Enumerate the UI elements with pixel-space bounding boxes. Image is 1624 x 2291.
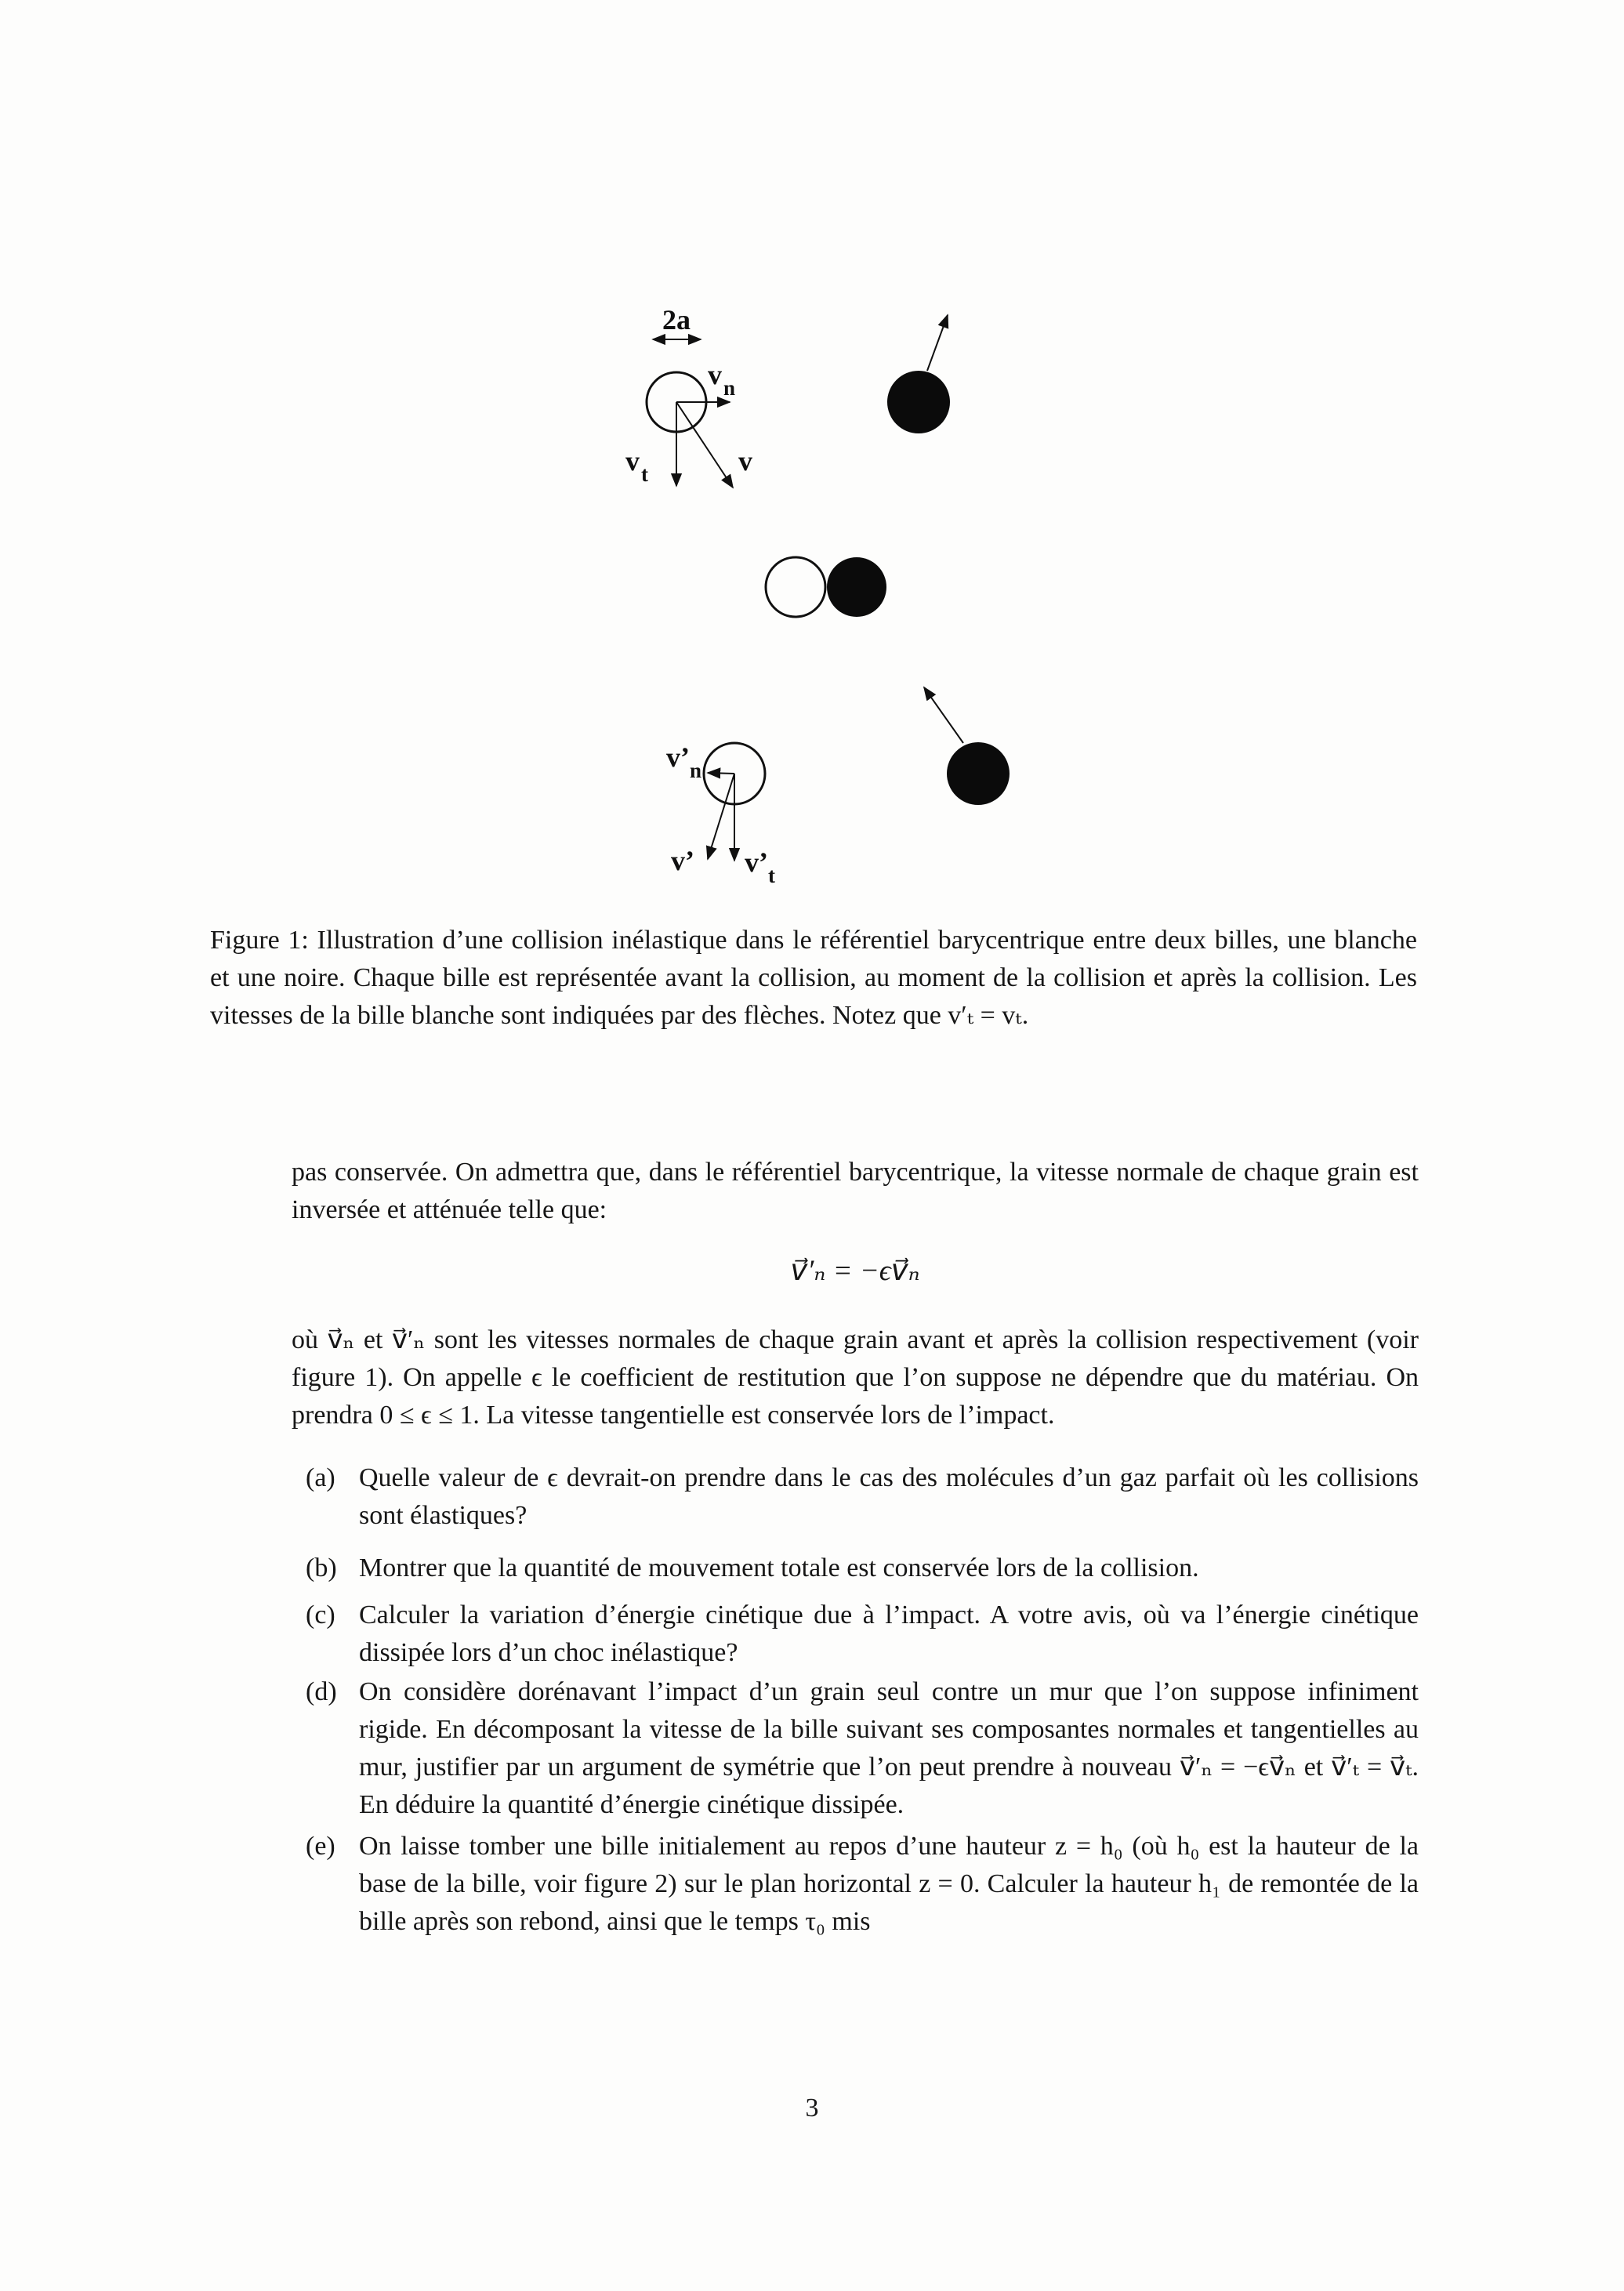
paragraph-restitution: où v⃗ₙ et v⃗′ₙ sont les vitesses normales de chaque grain avant et après la collision respectivement (voir figure 1). On appelle ϵ le coefficient de restitution que l’on suppose ne dépendre que du matériau. On prendra 0 ≤ ϵ ≤ 1. La vitesse tangentielle est conservée lors de l’impact. <box>292 1325 1419 1430</box>
black-ball-after <box>947 742 1010 805</box>
vpn-label: $v’_n$ <box>666 741 702 782</box>
diameter-label: 2a <box>662 304 691 335</box>
vt-label: $v_t$ <box>625 445 648 486</box>
black-ball-contact <box>827 557 886 617</box>
page-number: 3 <box>805 2093 819 2122</box>
item-text: Montrer que la quantité de mouvement totale est conservée lors de la collision. <box>359 1553 1199 1582</box>
item-label: (b) <box>306 1553 337 1582</box>
question-item-e <box>292 1828 1419 1941</box>
paragraph-intro: pas conservée. On admettra que, dans le référentiel barycentrique, la vitesse normale de chaque grain est inversée et atténuée telle que: <box>292 1158 1419 1224</box>
black-ball-before <box>887 371 950 433</box>
item-text: On laisse tomber une bille initialement au repos d’une hauteur z = h₀ (où h₀ est la hauteur de la base de la bille, voir figure 2) sur le plan horizontal z = 0. Calculer la hauteur h₁ de remontée de la bille après son rebond, ainsi que le temps τ₀ mis <box>359 1832 1419 1936</box>
question-item-a <box>292 1459 1419 1535</box>
vpt-label: $v’_t$ <box>745 846 775 887</box>
item-label: (d) <box>306 1677 337 1706</box>
question-item-d <box>292 1673 1419 1824</box>
black-ball-after-arrow <box>924 687 963 743</box>
vn-label: $v_n$ <box>708 359 736 400</box>
item-label: (c) <box>306 1600 335 1629</box>
vp-label: v’ <box>671 845 694 876</box>
vp-arrow <box>708 774 734 859</box>
item-label: (a) <box>306 1463 335 1492</box>
v-arrow <box>676 402 733 488</box>
item-text: Calculer la variation d’énergie cinétique due à l’impact. A votre avis, où va l’énergie cinétique dissipée lors d’un choc inélastique? <box>359 1600 1419 1667</box>
body-text <box>292 1154 1419 1941</box>
item-text: Quelle valeur de ϵ devrait-on prendre dans le cas des molécules d’un gaz parfait où les collisions sont élastiques? <box>359 1463 1419 1530</box>
item-text: On considère dorénavant l’impact d’un grain seul contre un mur que l’on suppose infiniment rigide. En décomposant la vitesse de la bille suivant ses composantes normales et tangentielles au mur, justifier par un argument de symétrie que l’on peut prendre à nouveau v⃗′ₙ = −ϵv⃗ₙ et v⃗′ₜ = v⃗ₜ. En déduire la quantité d’énergie cinétique dissipée. <box>359 1677 1419 1819</box>
item-label: (e) <box>306 1832 335 1861</box>
question-list <box>292 1459 1419 1941</box>
question-item-c <box>292 1597 1419 1672</box>
black-ball-before-arrow <box>927 315 948 371</box>
question-item-b <box>292 1550 1419 1587</box>
v-label: v <box>738 445 752 477</box>
figure-caption: Figure 1: Illustration d’une collision inélastique dans le référentiel barycentrique entre deux billes, une blanche et une noire. Chaque bille est représentée avant la collision, au moment de la collision et après la collision. Les vitesses de la bille blanche sont indiquées par des flèches. Notez que v′ₜ = vₜ. <box>210 926 1417 1030</box>
white-ball-contact <box>766 557 825 617</box>
vpn-arrow <box>708 773 734 774</box>
restitution-equation: v⃗′ₙ = −ϵv⃗ₙ <box>790 1255 920 1287</box>
